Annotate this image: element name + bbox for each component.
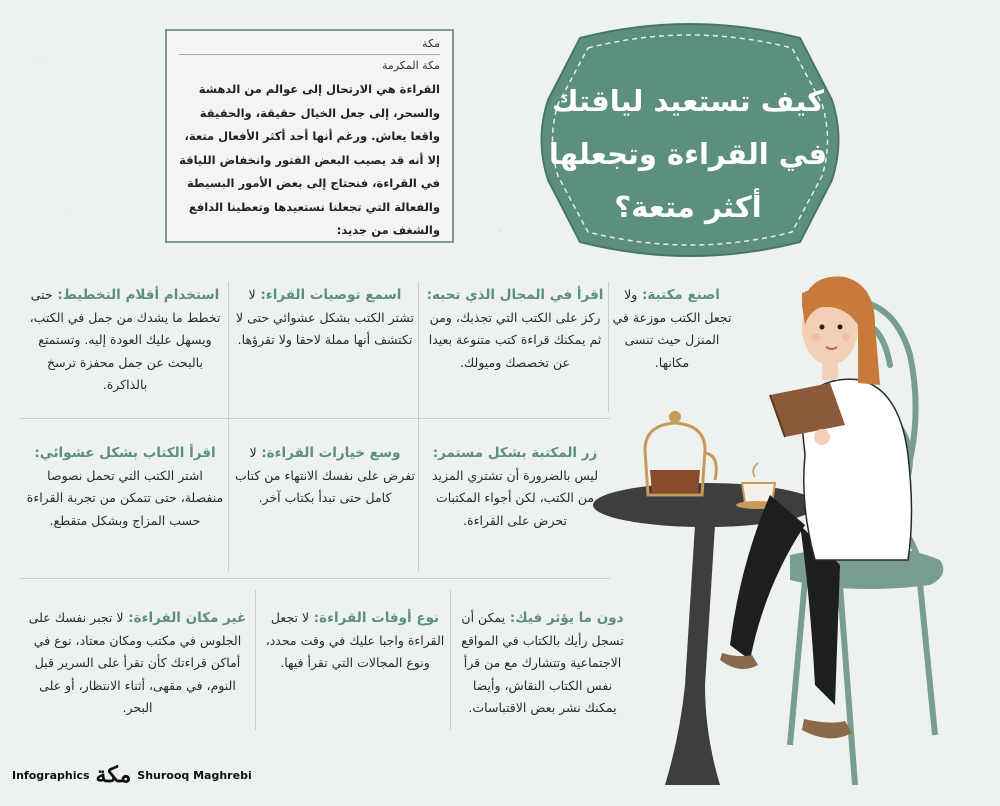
tip-body: لا تشتر الكتب بشكل عشوائي حتى لا تكتشف أنها مملة لاحقا ولا تقرؤها. <box>236 287 414 347</box>
tip-title: اقرأ في المجال الذي تحبه: <box>426 287 604 303</box>
tip-read-favorite-field <box>425 284 605 374</box>
grid-divider <box>20 418 610 419</box>
tip-title: زر المكتبة بشكل مستمر: <box>432 445 598 461</box>
grid-divider <box>255 590 256 730</box>
intro-city: مكة <box>179 37 440 55</box>
reading-woman-illustration <box>590 265 1000 806</box>
tip-title: اصنع مكتبة: <box>637 287 720 303</box>
tip-visit-library <box>425 442 605 532</box>
footer <box>12 762 252 788</box>
grid-divider <box>228 282 229 572</box>
grid-divider <box>20 578 610 579</box>
tip-body: لا تفرض على نفسك الانتهاء من كتاب كامل حتى تبدأ بكتاب آخر. <box>235 445 415 505</box>
tip-title: اقرأ الكتاب بشكل عشوائي: <box>34 445 216 461</box>
footer-label: Infographics <box>12 768 90 782</box>
tip-title: استخدام أقلام التخطيط: <box>52 287 220 303</box>
tip-title: دون ما يؤثر فيك: <box>505 610 624 626</box>
makkah-logo: مكة <box>95 762 132 788</box>
tip-title: غير مكان القراءة: <box>123 610 247 626</box>
tip-body: اشتر الكتب التي تحمل نصوصا منفصلة، حتى تتمكن من تجربة القراءة حسب المزاج وبشكل متقطع. <box>26 467 224 528</box>
tip-highlighters <box>25 284 225 397</box>
intro-text: القراءة هي الارتحال إلى عوالم من الدهشة والسحر، إلى جعل الخيال حقيقة، والحقيقة واقعا يعاش. ورغم أنها أحد أكثر الأفعال متعة، إلا أنه قد يصيب البعض الفتور وانخفاض اللياقة في القراءة، فنحتاج إلى بعض الأمور البسيطة والفعالة التي تجعلنا نستعيدها وتعطينا الدافع والشغف من جديد: <box>179 82 440 237</box>
tip-change-place <box>25 607 250 720</box>
tip-random-reading <box>25 442 225 532</box>
tip-body: ركز على الكتب التي تجذبك، ومن ثم يمكنك قراءة كتب متنوعة بعيدا عن تخصصك وميولك. <box>428 309 602 370</box>
tip-vary-times <box>260 607 450 675</box>
title-line-1: كيف تستعيد لياقتك <box>551 84 825 118</box>
tip-body: حتى تخطط ما يشدك من جمل في الكتب، ويسهل عليك العودة إليه. وتستمتع بالبحث عن جمل محفزة ترسخ بالذاكرة. <box>29 287 221 392</box>
tip-body: لا تجبر نفسك على الجلوس في مكتب ومكان معتاد، نوع في أماكن قراءتك كأن تقرأ على السرير قبل النوم، في مقهى، أثناء الانتظار، أو على البحر. <box>28 610 242 715</box>
tip-title: اسمع توصيات القراء: <box>255 287 402 303</box>
tip-title: وسع خيارات القراءة: <box>256 445 401 461</box>
title-line-2: في القراءة وتجعلها <box>548 137 828 171</box>
grid-divider <box>450 590 451 730</box>
tip-listen-recommendations <box>235 284 415 352</box>
tip-body: لا تجعل القراءة واجبا عليك في وقت محدد، ونوع المجالات التي تقرأ فيها. <box>265 610 445 670</box>
intro-city-full: مكة المكرمة <box>381 59 440 72</box>
intro-box <box>165 29 454 243</box>
grid-divider <box>418 282 419 572</box>
page-title <box>548 75 828 234</box>
tip-body: يمكن أن تسجل رأيك بالكتاب في المواقع الاجتماعية وتتشارك مع من قرأ نفس الكتاب النقاش، وأيضا يمكنك نشر بعض الاقتباسات. <box>461 610 624 715</box>
tip-title: نوع أوقات القراءة: <box>309 610 440 626</box>
tip-body: ليس بالضرورة أن تشتري المزيد من الكتب، لكن أجواء المكتبات تحرض على القراءة. <box>431 467 599 528</box>
tip-expand-options <box>235 442 415 510</box>
tip-body: ولا تجعل الكتب موزعة في المنزل حيث تنسى مكانها. <box>612 287 732 370</box>
title-line-3: أكثر متعة؟ <box>614 190 762 224</box>
footer-author: Shurooq Maghrebi <box>137 768 252 782</box>
